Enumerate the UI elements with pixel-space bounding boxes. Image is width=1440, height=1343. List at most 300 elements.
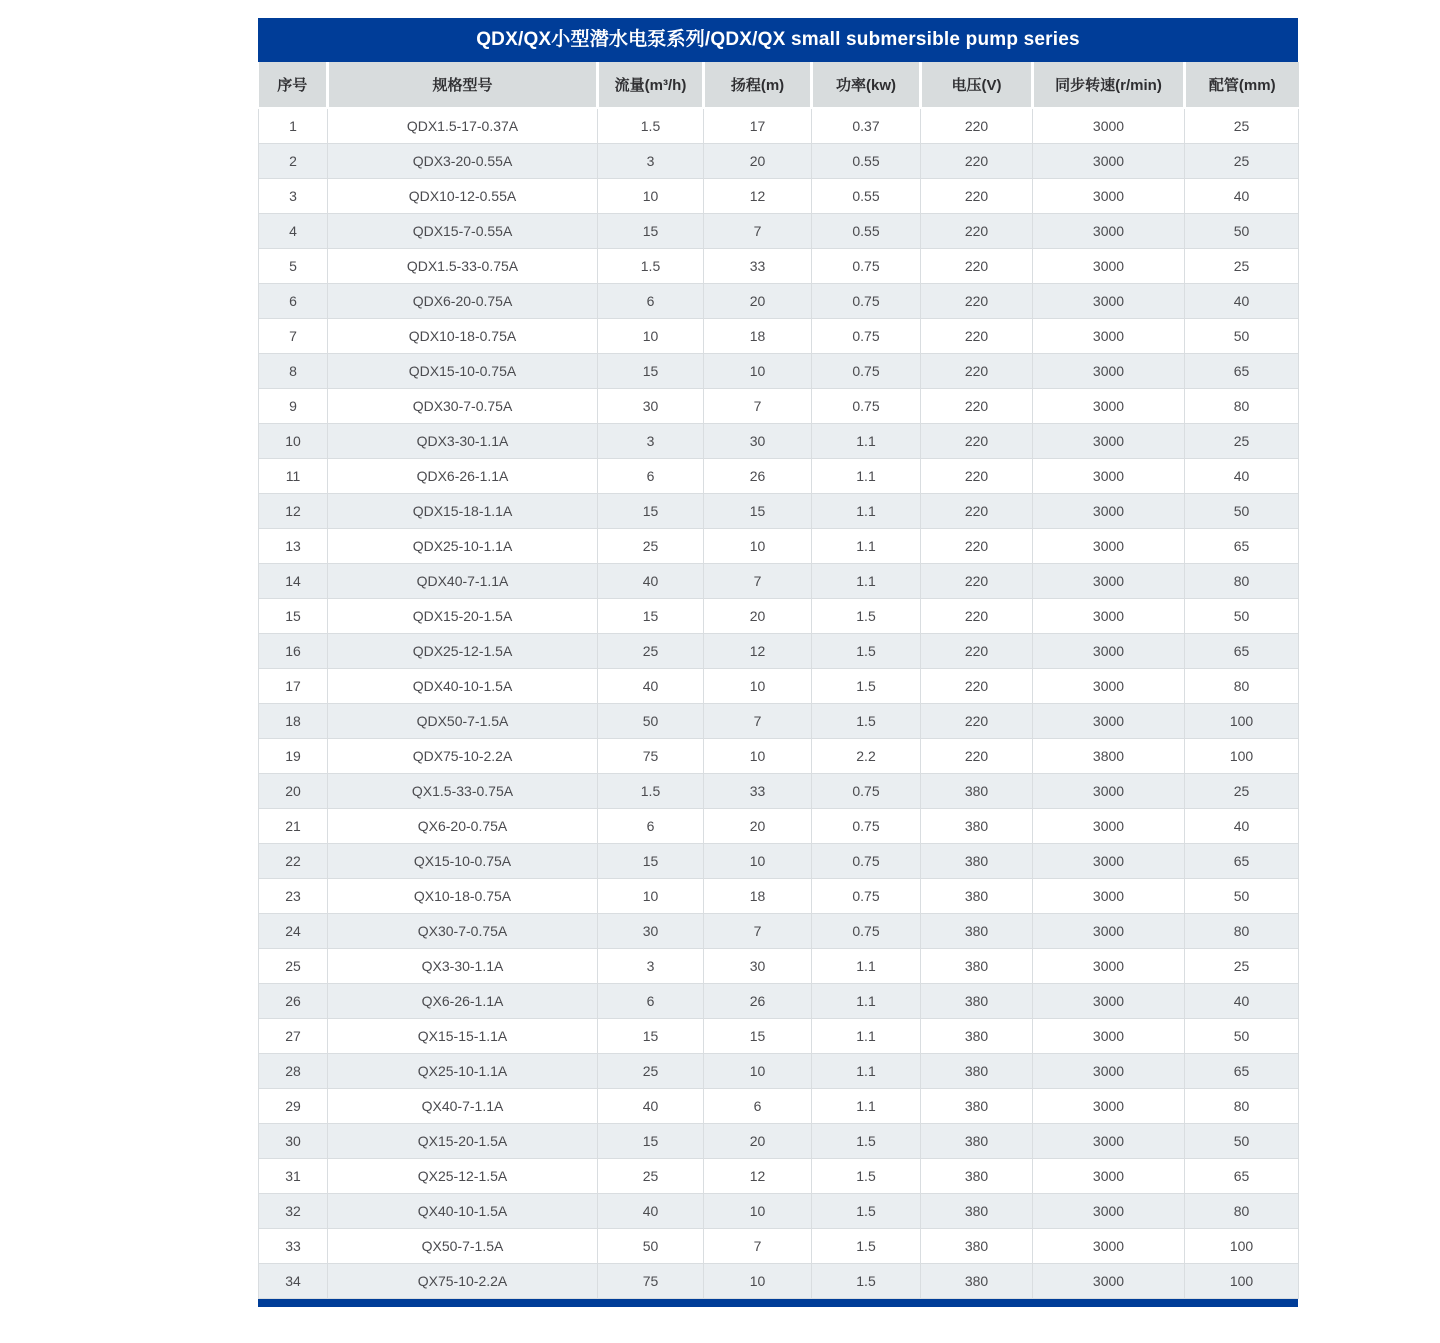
table-cell: 3000 — [1033, 248, 1185, 283]
table-cell: QX6-26-1.1A — [328, 983, 598, 1018]
table-cell: 40 — [1185, 283, 1299, 318]
table-cell: 20 — [704, 598, 812, 633]
table-cell: 80 — [1185, 1193, 1299, 1228]
table-row — [259, 353, 1299, 388]
table-cell: 6 — [598, 808, 704, 843]
table-cell: 100 — [1185, 1263, 1299, 1298]
table-cell: 31 — [259, 1158, 328, 1193]
table-cell: 7 — [259, 318, 328, 353]
table-cell: 1.1 — [812, 563, 921, 598]
table-row — [259, 388, 1299, 423]
table-cell: 80 — [1185, 913, 1299, 948]
table-row — [259, 1263, 1299, 1298]
table-cell: QDX15-20-1.5A — [328, 598, 598, 633]
table-cell: 3000 — [1033, 878, 1185, 913]
table-row — [259, 563, 1299, 598]
table-row — [259, 1158, 1299, 1193]
table-cell: 1.5 — [598, 773, 704, 808]
table-cell: 15 — [598, 213, 704, 248]
table-cell: 380 — [921, 1193, 1033, 1228]
table-cell: 80 — [1185, 563, 1299, 598]
table-cell: 7 — [704, 388, 812, 423]
table-cell: 380 — [921, 983, 1033, 1018]
table-cell: QX15-20-1.5A — [328, 1123, 598, 1158]
table-cell: 100 — [1185, 1228, 1299, 1263]
table-cell: 3000 — [1033, 1263, 1185, 1298]
table-cell: QDX25-12-1.5A — [328, 633, 598, 668]
table-cell: 50 — [1185, 318, 1299, 353]
table-cell: 220 — [921, 458, 1033, 493]
table-cell: QX10-18-0.75A — [328, 878, 598, 913]
table-cell: QX75-10-2.2A — [328, 1263, 598, 1298]
table-cell: 1.5 — [812, 1228, 921, 1263]
table-cell: 3000 — [1033, 143, 1185, 178]
table-cell: 10 — [704, 668, 812, 703]
table-cell: 3000 — [1033, 353, 1185, 388]
table-cell: 40 — [1185, 458, 1299, 493]
table-cell: QX3-30-1.1A — [328, 948, 598, 983]
table-cell: 7 — [704, 703, 812, 738]
table-cell: 3000 — [1033, 388, 1185, 423]
table-cell: 1.1 — [812, 1018, 921, 1053]
table-cell: 50 — [1185, 1123, 1299, 1158]
table-cell: 30 — [704, 948, 812, 983]
table-cell: 20 — [704, 808, 812, 843]
table-row — [259, 738, 1299, 773]
table-cell: 25 — [1185, 423, 1299, 458]
table-row — [259, 1193, 1299, 1228]
table-row — [259, 668, 1299, 703]
table-row — [259, 773, 1299, 808]
table-cell: 3000 — [1033, 1228, 1185, 1263]
table-cell: QX6-20-0.75A — [328, 808, 598, 843]
table-cell: 3 — [598, 948, 704, 983]
table-cell: QDX3-20-0.55A — [328, 143, 598, 178]
pump-table-body — [259, 108, 1299, 1298]
table-row — [259, 528, 1299, 563]
table-cell: 0.75 — [812, 248, 921, 283]
table-cell: QDX3-30-1.1A — [328, 423, 598, 458]
table-cell: 220 — [921, 353, 1033, 388]
table-cell: 30 — [704, 423, 812, 458]
table-cell: 3000 — [1033, 563, 1185, 598]
column-header-head: 扬程(m) — [704, 62, 812, 108]
table-cell: 21 — [259, 808, 328, 843]
table-cell: QDX40-7-1.1A — [328, 563, 598, 598]
table-cell: 15 — [598, 1123, 704, 1158]
table-cell: 3 — [598, 143, 704, 178]
table-cell: 3000 — [1033, 633, 1185, 668]
table-row — [259, 1123, 1299, 1158]
table-row — [259, 458, 1299, 493]
table-cell: 3000 — [1033, 528, 1185, 563]
table-cell: 20 — [704, 143, 812, 178]
table-cell: 1.1 — [812, 948, 921, 983]
table-cell: 380 — [921, 913, 1033, 948]
table-cell: 1.5 — [598, 248, 704, 283]
table-cell: 30 — [598, 388, 704, 423]
table-cell: 50 — [1185, 1018, 1299, 1053]
table-cell: 65 — [1185, 633, 1299, 668]
table-row — [259, 983, 1299, 1018]
table-cell: 220 — [921, 213, 1033, 248]
table-cell: 3000 — [1033, 598, 1185, 633]
table-cell: 25 — [1185, 773, 1299, 808]
table-cell: 220 — [921, 633, 1033, 668]
table-cell: 16 — [259, 633, 328, 668]
table-title-bar: QDX/QX小型潜水电泵系列/QDX/QX small submersible pump series — [258, 18, 1298, 62]
table-cell: QDX10-12-0.55A — [328, 178, 598, 213]
table-row — [259, 318, 1299, 353]
table-cell: 40 — [1185, 983, 1299, 1018]
table-cell: 0.75 — [812, 388, 921, 423]
table-cell: 30 — [259, 1123, 328, 1158]
table-cell: 14 — [259, 563, 328, 598]
table-cell: 1.1 — [812, 1088, 921, 1123]
table-row — [259, 598, 1299, 633]
table-cell: 1.1 — [812, 528, 921, 563]
table-row — [259, 178, 1299, 213]
table-cell: 3000 — [1033, 843, 1185, 878]
table-cell: 1.5 — [812, 598, 921, 633]
table-cell: 6 — [598, 983, 704, 1018]
table-cell: 3800 — [1033, 738, 1185, 773]
table-cell: 7 — [704, 213, 812, 248]
table-cell: 13 — [259, 528, 328, 563]
table-cell: 25 — [259, 948, 328, 983]
table-cell: 220 — [921, 528, 1033, 563]
table-cell: 0.75 — [812, 283, 921, 318]
table-cell: 33 — [704, 248, 812, 283]
table-cell: 1.5 — [812, 1158, 921, 1193]
table-cell: 15 — [704, 493, 812, 528]
pump-spec-section — [258, 18, 1298, 1307]
table-row — [259, 913, 1299, 948]
table-cell: 75 — [598, 738, 704, 773]
table-cell: 33 — [259, 1228, 328, 1263]
table-cell: 28 — [259, 1053, 328, 1088]
table-row — [259, 948, 1299, 983]
table-cell: 5 — [259, 248, 328, 283]
table-cell: QDX15-18-1.1A — [328, 493, 598, 528]
table-cell: QX15-10-0.75A — [328, 843, 598, 878]
table-cell: 6 — [598, 458, 704, 493]
table-cell: 380 — [921, 773, 1033, 808]
table-cell: 1.5 — [812, 1263, 921, 1298]
table-cell: QDX40-10-1.5A — [328, 668, 598, 703]
column-header-power: 功率(kw) — [812, 62, 921, 108]
table-row — [259, 423, 1299, 458]
table-cell: 3000 — [1033, 458, 1185, 493]
table-cell: QDX6-26-1.1A — [328, 458, 598, 493]
table-cell: 6 — [259, 283, 328, 318]
table-cell: 10 — [704, 843, 812, 878]
table-cell: 40 — [598, 563, 704, 598]
table-cell: 26 — [704, 458, 812, 493]
table-cell: QDX6-20-0.75A — [328, 283, 598, 318]
table-row — [259, 1228, 1299, 1263]
table-cell: 3000 — [1033, 1053, 1185, 1088]
table-cell: 220 — [921, 178, 1033, 213]
table-cell: 50 — [1185, 598, 1299, 633]
table-cell: 220 — [921, 423, 1033, 458]
table-cell: 17 — [259, 668, 328, 703]
table-cell: 8 — [259, 353, 328, 388]
table-cell: 18 — [259, 703, 328, 738]
table-cell: 220 — [921, 493, 1033, 528]
column-header-model: 规格型号 — [328, 62, 598, 108]
next-section-title-bar-partial — [258, 1299, 1298, 1307]
table-cell: 10 — [704, 1193, 812, 1228]
table-cell: 3000 — [1033, 948, 1185, 983]
table-cell: 24 — [259, 913, 328, 948]
table-cell: 65 — [1185, 528, 1299, 563]
table-cell: 15 — [598, 493, 704, 528]
table-cell: 7 — [704, 913, 812, 948]
table-cell: 40 — [1185, 808, 1299, 843]
column-header-index: 序号 — [259, 62, 328, 108]
table-cell: 18 — [704, 878, 812, 913]
table-cell: 65 — [1185, 1158, 1299, 1193]
table-cell: 6 — [598, 283, 704, 318]
table-cell: 2 — [259, 143, 328, 178]
table-cell: 10 — [259, 423, 328, 458]
table-cell: 10 — [598, 318, 704, 353]
table-cell: QDX30-7-0.75A — [328, 388, 598, 423]
table-cell: 20 — [704, 1123, 812, 1158]
table-cell: 220 — [921, 283, 1033, 318]
table-cell: QX1.5-33-0.75A — [328, 773, 598, 808]
table-cell: 0.37 — [812, 108, 921, 143]
table-cell: 220 — [921, 248, 1033, 283]
table-cell: 1.1 — [812, 983, 921, 1018]
table-cell: 1.5 — [812, 1123, 921, 1158]
table-cell: 10 — [704, 738, 812, 773]
table-cell: 100 — [1185, 738, 1299, 773]
table-cell: 15 — [598, 598, 704, 633]
table-cell: 25 — [598, 633, 704, 668]
table-cell: QDX10-18-0.75A — [328, 318, 598, 353]
table-cell: 3000 — [1033, 1193, 1185, 1228]
table-cell: 50 — [1185, 213, 1299, 248]
table-cell: 65 — [1185, 353, 1299, 388]
table-cell: 220 — [921, 668, 1033, 703]
table-cell: 25 — [598, 528, 704, 563]
table-cell: 12 — [259, 493, 328, 528]
table-cell: 1.1 — [812, 458, 921, 493]
table-cell: 15 — [598, 1018, 704, 1053]
table-cell: 15 — [259, 598, 328, 633]
table-cell: 380 — [921, 1053, 1033, 1088]
table-cell: 0.55 — [812, 213, 921, 248]
table-cell: 15 — [598, 353, 704, 388]
table-cell: 32 — [259, 1193, 328, 1228]
table-cell: 380 — [921, 843, 1033, 878]
table-cell: 50 — [598, 703, 704, 738]
table-cell: 65 — [1185, 1053, 1299, 1088]
table-cell: 1.1 — [812, 1053, 921, 1088]
table-cell: 3000 — [1033, 108, 1185, 143]
table-cell: QDX15-7-0.55A — [328, 213, 598, 248]
table-cell: 26 — [259, 983, 328, 1018]
table-cell: 27 — [259, 1018, 328, 1053]
table-cell: 30 — [598, 913, 704, 948]
table-cell: QX40-10-1.5A — [328, 1193, 598, 1228]
table-cell: 0.55 — [812, 178, 921, 213]
table-cell: 2.2 — [812, 738, 921, 773]
table-cell: 1.5 — [598, 108, 704, 143]
table-cell: QDX75-10-2.2A — [328, 738, 598, 773]
table-cell: 3000 — [1033, 773, 1185, 808]
table-cell: 220 — [921, 598, 1033, 633]
table-cell: 0.75 — [812, 878, 921, 913]
table-cell: 0.75 — [812, 843, 921, 878]
table-cell: 22 — [259, 843, 328, 878]
column-header-pipe: 配管(mm) — [1185, 62, 1299, 108]
table-cell: 0.75 — [812, 353, 921, 388]
table-cell: 220 — [921, 738, 1033, 773]
table-cell: 11 — [259, 458, 328, 493]
table-cell: 9 — [259, 388, 328, 423]
table-cell: 3000 — [1033, 668, 1185, 703]
table-cell: 80 — [1185, 668, 1299, 703]
column-header-voltage: 电压(V) — [921, 62, 1033, 108]
table-cell: 25 — [598, 1053, 704, 1088]
column-header-sync-speed: 同步转速(r/min) — [1033, 62, 1185, 108]
table-cell: 380 — [921, 1263, 1033, 1298]
table-cell: 15 — [704, 1018, 812, 1053]
table-row — [259, 1088, 1299, 1123]
pump-spec-table — [258, 62, 1299, 1299]
table-cell: 380 — [921, 808, 1033, 843]
table-row — [259, 703, 1299, 738]
table-header-row — [259, 62, 1299, 108]
table-cell: 25 — [1185, 143, 1299, 178]
table-cell: 3000 — [1033, 913, 1185, 948]
table-cell: 7 — [704, 563, 812, 598]
table-cell: QX30-7-0.75A — [328, 913, 598, 948]
table-cell: 75 — [598, 1263, 704, 1298]
table-cell: 100 — [1185, 703, 1299, 738]
table-cell: QX15-15-1.1A — [328, 1018, 598, 1053]
table-cell: 29 — [259, 1088, 328, 1123]
table-cell: 380 — [921, 1018, 1033, 1053]
table-cell: 380 — [921, 1228, 1033, 1263]
table-row — [259, 493, 1299, 528]
table-cell: 20 — [704, 283, 812, 318]
table-row — [259, 108, 1299, 143]
table-cell: 34 — [259, 1263, 328, 1298]
table-cell: 18 — [704, 318, 812, 353]
table-row — [259, 248, 1299, 283]
column-header-flow: 流量(m³/h) — [598, 62, 704, 108]
table-cell: 3000 — [1033, 983, 1185, 1018]
table-cell: 23 — [259, 878, 328, 913]
table-cell: 220 — [921, 143, 1033, 178]
table-cell: 3000 — [1033, 318, 1185, 353]
table-cell: 80 — [1185, 1088, 1299, 1123]
table-cell: 0.75 — [812, 913, 921, 948]
table-cell: QDX1.5-17-0.37A — [328, 108, 598, 143]
table-row — [259, 633, 1299, 668]
table-cell: 1.5 — [812, 633, 921, 668]
table-row — [259, 878, 1299, 913]
table-cell: QDX15-10-0.75A — [328, 353, 598, 388]
table-cell: 10 — [704, 1053, 812, 1088]
table-row — [259, 213, 1299, 248]
table-cell: 33 — [704, 773, 812, 808]
table-cell: 3000 — [1033, 493, 1185, 528]
table-cell: 3 — [598, 423, 704, 458]
table-cell: QX25-10-1.1A — [328, 1053, 598, 1088]
table-cell: 380 — [921, 878, 1033, 913]
table-cell: 25 — [598, 1158, 704, 1193]
table-cell: 380 — [921, 1088, 1033, 1123]
table-cell: 3000 — [1033, 283, 1185, 318]
table-row — [259, 1053, 1299, 1088]
table-cell: 7 — [704, 1228, 812, 1263]
table-row — [259, 283, 1299, 318]
table-cell: 20 — [259, 773, 328, 808]
table-cell: 380 — [921, 948, 1033, 983]
table-cell: 3000 — [1033, 1123, 1185, 1158]
table-cell: 10 — [704, 528, 812, 563]
table-cell: 3 — [259, 178, 328, 213]
table-cell: 3000 — [1033, 178, 1185, 213]
table-cell: 25 — [1185, 248, 1299, 283]
table-cell: 1 — [259, 108, 328, 143]
table-cell: 3000 — [1033, 703, 1185, 738]
table-cell: 25 — [1185, 948, 1299, 983]
table-cell: 220 — [921, 388, 1033, 423]
table-cell: 19 — [259, 738, 328, 773]
table-cell: 3000 — [1033, 213, 1185, 248]
table-cell: 3000 — [1033, 1158, 1185, 1193]
table-cell: 3000 — [1033, 1018, 1185, 1053]
table-row — [259, 143, 1299, 178]
table-cell: 0.75 — [812, 318, 921, 353]
table-cell: 17 — [704, 108, 812, 143]
table-cell: 40 — [1185, 178, 1299, 213]
table-cell: 12 — [704, 1158, 812, 1193]
table-cell: 10 — [598, 878, 704, 913]
table-cell: 3000 — [1033, 1088, 1185, 1123]
table-cell: 380 — [921, 1158, 1033, 1193]
table-cell: 10 — [704, 1263, 812, 1298]
table-cell: 0.75 — [812, 808, 921, 843]
table-cell: 220 — [921, 703, 1033, 738]
table-cell: 0.55 — [812, 143, 921, 178]
table-cell: 50 — [598, 1228, 704, 1263]
table-cell: QX25-12-1.5A — [328, 1158, 598, 1193]
table-cell: 1.1 — [812, 493, 921, 528]
table-cell: QDX1.5-33-0.75A — [328, 248, 598, 283]
table-cell: 40 — [598, 1193, 704, 1228]
table-cell: 15 — [598, 843, 704, 878]
table-cell: 65 — [1185, 843, 1299, 878]
table-cell: QDX50-7-1.5A — [328, 703, 598, 738]
table-cell: 220 — [921, 563, 1033, 598]
table-cell: QDX25-10-1.1A — [328, 528, 598, 563]
table-cell: 40 — [598, 1088, 704, 1123]
table-cell: QX50-7-1.5A — [328, 1228, 598, 1263]
table-cell: 6 — [704, 1088, 812, 1123]
table-cell: 12 — [704, 633, 812, 668]
table-cell: 1.5 — [812, 668, 921, 703]
table-cell: 40 — [598, 668, 704, 703]
table-cell: 25 — [1185, 108, 1299, 143]
table-cell: QX40-7-1.1A — [328, 1088, 598, 1123]
